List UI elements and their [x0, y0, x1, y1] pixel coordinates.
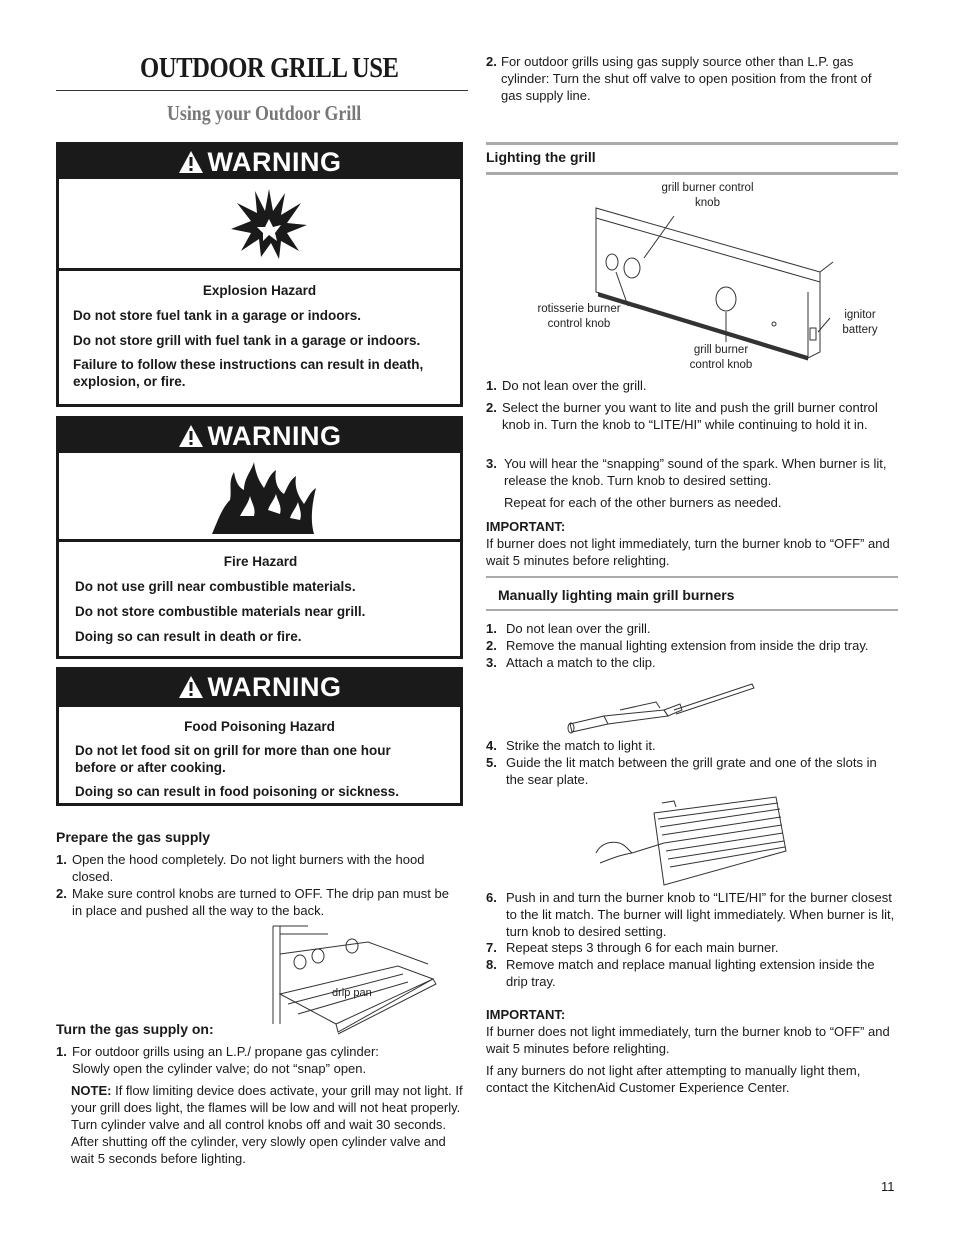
hazard-title: Explosion Hazard [202, 283, 317, 298]
warning-box-food-poisoning [56, 667, 463, 806]
warning-text [59, 271, 460, 390]
warning-label: WARNING [207, 146, 342, 177]
manual-heading: Manually lighting main grill burners [498, 587, 735, 603]
step-number: 4. [486, 738, 497, 753]
important-text: If burner does not light immediately, turn the burner knob to “OFF” and wait 5 minutes before relighting. [486, 536, 890, 568]
manual-step: Guide the lit match between the grill grate and one of the slots in the sear plate. [506, 755, 877, 787]
turn-on-step: For outdoor grills using gas supply source other than L.P. gas cylinder: Turn the shut off valve to open position from the front of gas supply line. [501, 54, 872, 103]
step-number: 7. [486, 940, 497, 955]
warning-line: Do not let food sit on grill for more than one hour before or after cooking. [75, 743, 391, 775]
hazard-title: Food Poisoning Hazard [184, 719, 335, 734]
step-number: 1. [486, 621, 497, 636]
step-number: 2. [486, 54, 497, 69]
control-panel-illustration [588, 200, 838, 365]
prepare-heading: Prepare the gas supply [56, 829, 211, 845]
page-subtitle: Using your Outdoor Grill [167, 101, 362, 125]
fire-icon [210, 460, 320, 536]
manual-step: Remove match and replace manual lighting extension inside the drip tray. [506, 957, 875, 989]
note-text: If flow limiting device does activate, your grill may not light. If your grill does light, the flames will be low and will not heat properly. Turn cylinder valve and all control knobs off and wait 30 seconds. After shutting off the cylinder, very slowly open cylinder valve and wait 5 seconds before lighting. [71, 1083, 463, 1166]
section-divider [486, 172, 898, 175]
manual-step: Repeat steps 3 through 6 for each main burner. [506, 940, 779, 955]
warning-box-explosion [56, 142, 463, 407]
page-title: OUTDOOR GRILL USE [140, 52, 399, 84]
manual-step: Remove the manual lighting extension from inside the drip tray. [506, 638, 869, 653]
warning-text [59, 542, 460, 645]
warning-line: Doing so can result in death or fire. [75, 629, 302, 644]
prepare-step: Make sure control knobs are turned to OFF. The drip pan must be in place and pushed all the way to the back. [72, 886, 449, 918]
prepare-step: Open the hood completely. Do not light burners with the hood closed. [72, 852, 425, 884]
section-divider [486, 576, 898, 578]
drip-pan-illustration [268, 924, 448, 1036]
step-number: 2. [486, 400, 497, 415]
manual-step: Attach a match to the clip. [506, 655, 656, 670]
warning-triangle-icon [178, 150, 204, 174]
label-ignitor-battery: ignitor battery [842, 309, 878, 336]
warning-line: Do not use grill near combustible materials. [75, 579, 356, 594]
turn-on-heading: Turn the gas supply on: [56, 1021, 214, 1037]
step-number: 1. [486, 378, 497, 393]
warning-triangle-icon [178, 675, 204, 699]
step-number: 5. [486, 755, 497, 770]
warning-line: Do not store fuel tank in a garage or indoors. [73, 308, 362, 323]
explosion-icon [229, 189, 309, 259]
lighting-extension-illustration [564, 680, 756, 736]
important-text: If burner does not light immediately, turn the burner knob to “OFF” and wait 5 minutes before relighting. [486, 1024, 890, 1056]
warning-label: WARNING [207, 420, 342, 451]
warning-line: Do not store combustible materials near grill. [75, 604, 366, 619]
label-rotisserie-knob: rotisserie burner control knob [537, 303, 621, 330]
warning-text [59, 704, 460, 800]
note-label: NOTE: [71, 1083, 112, 1098]
lighting-heading: Lighting the grill [486, 149, 596, 165]
section-divider [486, 609, 898, 611]
important-label: IMPORTANT: [486, 519, 566, 534]
drip-pan-label: drip pan [332, 987, 372, 999]
warning-line: Do not store grill with fuel tank in a garage or indoors. [73, 333, 421, 348]
step-number: 1. [56, 852, 67, 867]
step-number: 8. [486, 957, 497, 972]
lighting-step: Do not lean over the grill. [502, 378, 647, 393]
fire-picture [59, 453, 460, 542]
turn-on-step: For outdoor grills using an L.P./ propane gas cylinder: Slowly open the cylinder valve; do not “snap” open. [72, 1044, 379, 1076]
warning-line: Failure to follow these instructions can result in death, explosion, or fire. [73, 357, 424, 389]
lighting-step: Select the burner you want to lite and push the grill burner control knob in. Turn the knob to “LITE/HI” while continuing to hold it in. [502, 400, 878, 432]
label-grill-burner-knob-top: grill burner control knob [661, 182, 754, 209]
important-label: IMPORTANT: [486, 1007, 566, 1022]
hazard-title: Fire Hazard [223, 554, 298, 569]
grill-grate-illustration [592, 795, 792, 891]
step-number: 2. [486, 638, 497, 653]
warning-header [59, 145, 460, 179]
manual-step: Do not lean over the grill. [506, 621, 651, 636]
title-divider [56, 90, 468, 91]
lighting-step: You will hear the “snapping” sound of the spark. When burner is lit, release the knob. Turn knob to desired setting. [504, 456, 887, 488]
repeat-text: Repeat for each of the other burners as needed. [504, 495, 782, 510]
warning-line: Doing so can result in food poisoning or sickness. [75, 784, 400, 799]
step-number: 1. [56, 1044, 67, 1059]
manual-step: Strike the match to light it. [506, 738, 656, 753]
warning-triangle-icon [178, 424, 204, 448]
label-grill-burner-knob-bottom: grill burner control knob [689, 344, 753, 371]
warning-header [59, 670, 460, 704]
step-number: 3. [486, 655, 497, 670]
warning-header [59, 419, 460, 453]
warning-box-fire [56, 416, 463, 659]
warning-label: WARNING [207, 671, 342, 702]
section-divider [486, 142, 898, 145]
step-number: 6. [486, 890, 497, 905]
page-number: 11 [881, 1179, 895, 1194]
step-number: 2. [56, 886, 67, 901]
explosion-picture [59, 179, 460, 271]
step-number: 3. [486, 456, 497, 471]
contact-text: If any burners do not light after attempting to manually light them, contact the KitchenAid Customer Experience Center. [486, 1063, 861, 1095]
manual-step: Push in and turn the burner knob to “LITE/HI” for the burner closest to the lit match. The burner will light immediately. When burner is lit, turn knob to desired setting. [506, 890, 895, 939]
note-paragraph [71, 1082, 471, 1167]
